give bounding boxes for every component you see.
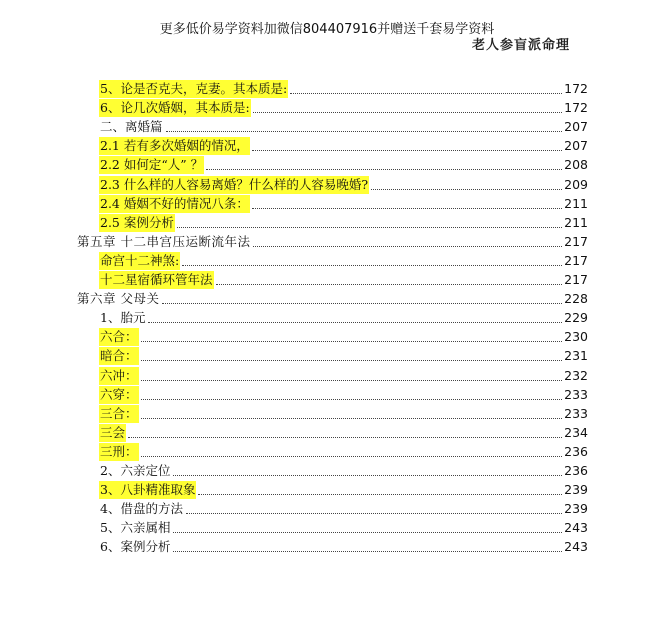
toc-entry-page-number: 228	[564, 291, 588, 307]
toc-entry[interactable]	[99, 405, 588, 423]
toc-entry-page-number: 234	[564, 424, 588, 440]
toc-dot-leader	[252, 207, 562, 209]
toc-entry-label: 命宫十二神煞:	[100, 252, 180, 268]
toc-entry-page-number: 211	[564, 214, 588, 230]
toc-entry[interactable]	[99, 538, 588, 556]
toc-entry-label: 2.3 什么样的人容易离婚？什么样的人容易晚婚?	[100, 176, 369, 192]
toc-dot-leader	[216, 283, 563, 285]
toc-entry-label: 5、六亲属相	[100, 520, 171, 536]
toc-dot-leader	[253, 111, 562, 113]
toc-entry[interactable]	[99, 367, 588, 385]
toc-dot-leader	[141, 417, 563, 419]
toc-dot-leader	[182, 264, 562, 266]
toc-entry[interactable]	[99, 328, 588, 346]
toc-entry[interactable]	[99, 156, 588, 174]
toc-entry-label: 2.2 如何定“人” ？	[100, 157, 204, 173]
toc-entry-page-number: 211	[564, 195, 588, 211]
toc-entry[interactable]	[99, 80, 588, 98]
toc-dot-leader	[141, 359, 563, 361]
toc-entry-label: 3、八卦精准取象	[100, 482, 196, 498]
toc-entry-label: 二、离婚篇	[100, 119, 163, 135]
toc-dot-leader	[141, 455, 563, 457]
toc-dot-leader	[198, 493, 562, 495]
toc-dot-leader	[253, 245, 562, 247]
toc-entry-label: 6、案例分析	[100, 539, 171, 555]
toc-entry-page-number: 243	[564, 539, 588, 555]
toc-entry[interactable]	[99, 462, 588, 480]
toc-dot-leader	[173, 550, 562, 552]
toc-entry-page-number: 172	[564, 81, 588, 96]
toc-entry-page-number: 236	[564, 463, 588, 478]
toc-entry-page-number: 243	[564, 520, 588, 536]
toc-entry-page-number: 233	[564, 405, 588, 421]
toc-entry-label: 4、借盘的方法	[100, 501, 183, 517]
toc-entry-page-number: 217	[564, 272, 588, 287]
toc-entry-label: 2.5 案例分析	[100, 214, 174, 230]
toc-entry-page-number: 217	[564, 252, 588, 268]
toc-entry[interactable]	[99, 309, 588, 327]
toc-entry-label: 2.4 婚姻不好的情况八条：	[100, 195, 249, 211]
book-title: 老人参盲派命理	[472, 38, 571, 53]
toc-entry[interactable]	[99, 214, 588, 232]
toc-entry-page-number: 229	[564, 310, 588, 326]
toc-entry[interactable]	[99, 195, 588, 213]
toc-entry-label: 六合：	[100, 329, 138, 345]
toc-entry-label: 5、论是否克夫，克妻。其本质是:	[100, 81, 288, 96]
toc-dot-leader	[290, 92, 562, 94]
toc-dot-leader	[141, 340, 563, 342]
toc-dot-leader	[128, 436, 562, 438]
toc-entry-page-number: 233	[564, 386, 588, 402]
toc-entry[interactable]	[99, 271, 588, 289]
toc-entry[interactable]	[99, 481, 588, 499]
toc-dot-leader	[141, 379, 563, 381]
toc-entry[interactable]	[99, 176, 588, 194]
toc-entry-label: 六穿：	[100, 386, 138, 402]
toc-dot-leader	[186, 512, 562, 514]
toc-entry[interactable]	[76, 290, 588, 308]
toc-entry[interactable]	[99, 519, 588, 537]
toc-entry[interactable]	[99, 347, 588, 365]
toc-entry-page-number: 236	[564, 443, 588, 459]
toc-entry-label: 十二星宿循环管年法	[100, 272, 213, 287]
toc-dot-leader	[371, 188, 562, 190]
toc-entry-label: 1、胎元	[100, 310, 146, 326]
toc-entry-page-number: 208	[564, 157, 588, 173]
toc-entry[interactable]	[99, 424, 588, 442]
toc-entry-label: 第五章 十二串宫压运断流年法	[77, 233, 251, 249]
toc-dot-leader	[173, 531, 562, 533]
toc-entry-page-number: 172	[564, 100, 588, 116]
toc-entry-label: 2、六亲定位	[100, 463, 171, 478]
toc-entry-page-number: 232	[564, 367, 588, 383]
toc-entry-label: 6、论几次婚姻，其本质是:	[100, 100, 250, 116]
toc-dot-leader	[166, 130, 563, 132]
toc-dot-leader	[141, 398, 563, 400]
toc-dot-leader	[252, 149, 562, 151]
toc-entry-page-number: 217	[564, 233, 588, 249]
toc-dot-leader	[206, 168, 562, 170]
toc-entry-page-number: 230	[564, 329, 588, 345]
toc-dot-leader	[173, 474, 562, 476]
toc-entry-page-number: 209	[564, 176, 588, 192]
toc-entry-label: 第六章 父母关	[77, 291, 160, 307]
toc-entry-page-number: 239	[564, 501, 588, 517]
toc-entry-page-number: 231	[564, 348, 588, 364]
toc-entry-label: 2.1 若有多次婚姻的情况，	[100, 138, 249, 154]
toc-entry[interactable]	[99, 252, 588, 270]
toc-entry-label: 三会	[100, 424, 126, 440]
header-banner: 更多低价易学资料加微信804407916并赠送千套易学资料	[159, 22, 495, 37]
toc-entry[interactable]	[99, 500, 588, 518]
toc-entry[interactable]	[99, 386, 588, 404]
toc-entry-page-number: 239	[564, 482, 588, 498]
toc-entry[interactable]	[99, 443, 588, 461]
toc-entry-label: 三刑：	[100, 443, 138, 459]
toc-entry[interactable]	[76, 233, 588, 251]
toc-entry-page-number: 207	[564, 119, 588, 135]
toc-entry-label: 六冲：	[100, 367, 138, 383]
toc-dot-leader	[177, 226, 562, 228]
toc-entry-label: 三合：	[100, 405, 138, 421]
toc-entry-page-number: 207	[564, 138, 588, 154]
toc-entry[interactable]	[99, 137, 588, 155]
toc-dot-leader	[162, 302, 562, 304]
toc-entry[interactable]	[99, 118, 588, 136]
toc-entry[interactable]	[99, 99, 588, 117]
toc-dot-leader	[148, 321, 562, 323]
toc-entry-label: 暗合：	[100, 348, 138, 364]
